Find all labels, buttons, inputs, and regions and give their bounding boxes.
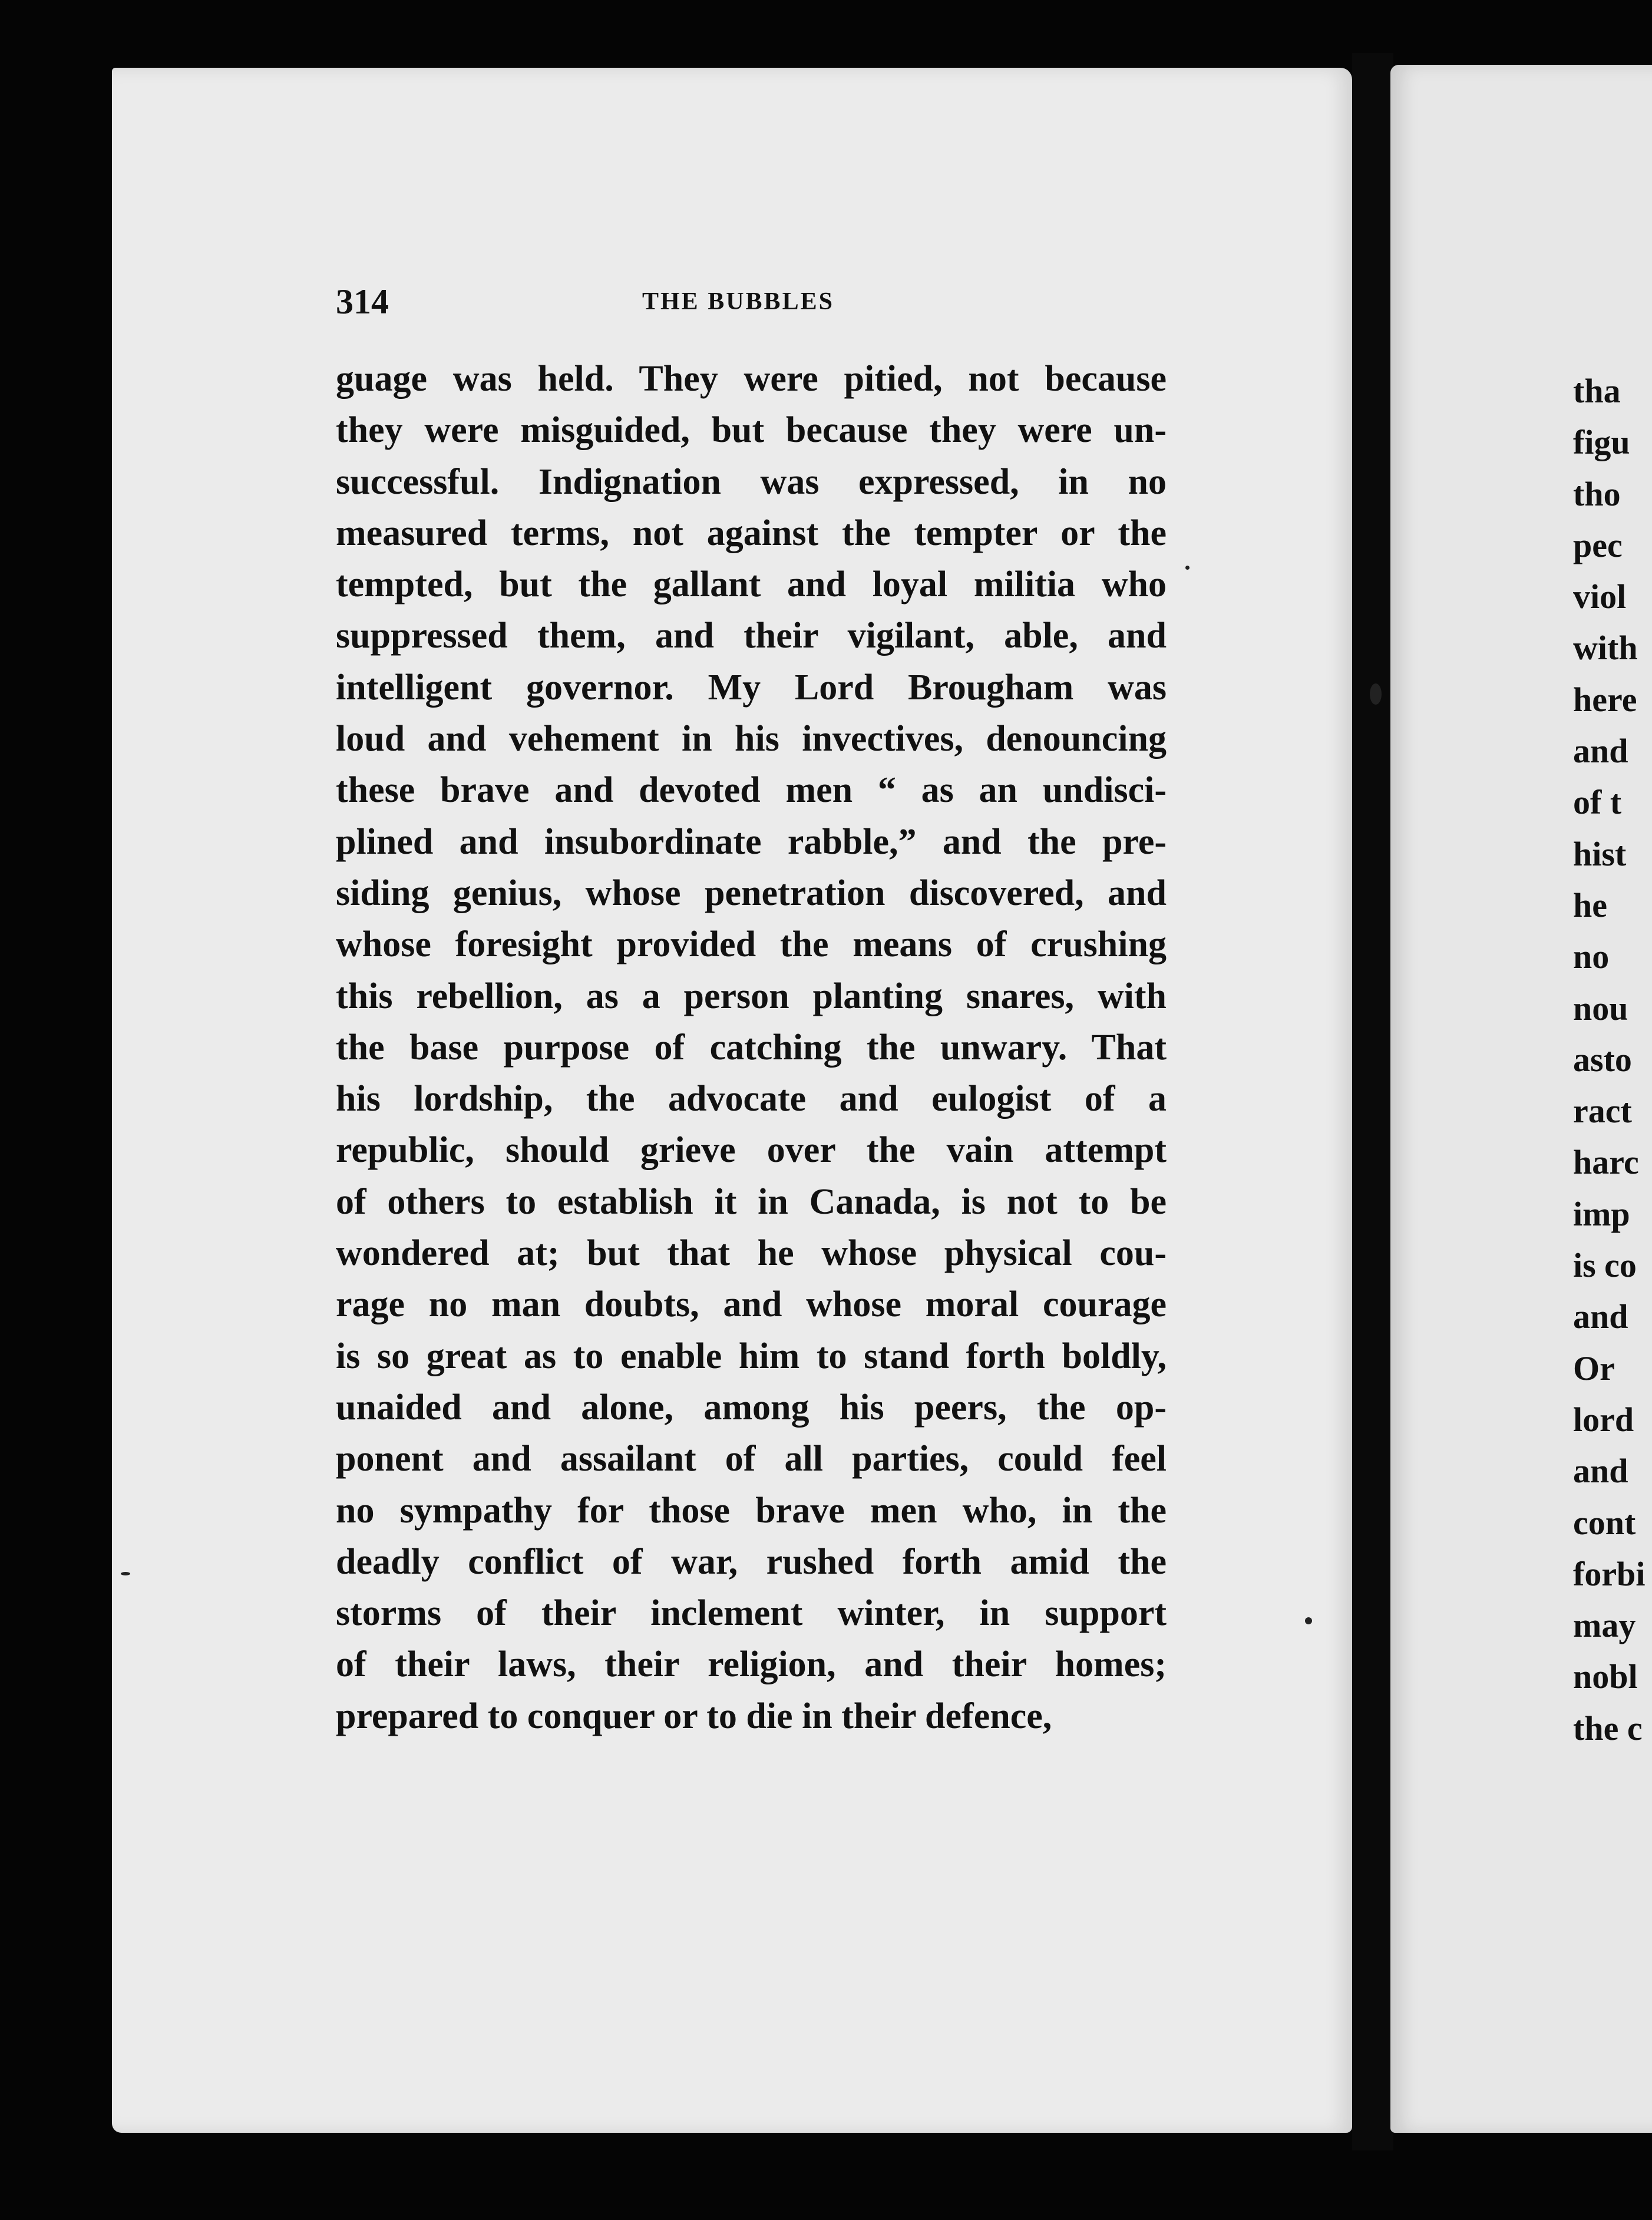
text-line: unaided and alone, among his peers, the op- — [336, 1387, 1167, 1428]
text-line: deadly conflict of war, rushed forth amid the — [336, 1541, 1167, 1582]
text-line: this rebellion, as a person planting snares, with — [336, 976, 1167, 1016]
facing-line: pec — [1573, 526, 1623, 564]
text-line: his lordship, the advocate and eulogist of a — [336, 1079, 1167, 1119]
facing-line: figu — [1573, 423, 1630, 462]
text-line: no sympathy for those brave men who, in the — [336, 1490, 1167, 1531]
text-line: prepared to conquer or to die in their defence, — [336, 1696, 1052, 1736]
ink-speck — [1370, 683, 1382, 705]
text-line: tempted, but the gallant and loyal militia who — [336, 564, 1167, 605]
text-line: they were misguided, but because they were un- — [336, 410, 1167, 451]
facing-line: Or — [1573, 1349, 1615, 1388]
text-line: rage no man doubts, and whose moral courage — [336, 1284, 1167, 1325]
facing-line: tho — [1573, 474, 1621, 513]
facing-line: lord — [1573, 1400, 1634, 1439]
facing-line: forbi — [1573, 1554, 1646, 1593]
facing-line: cont — [1573, 1503, 1636, 1542]
facing-line: the c — [1573, 1709, 1643, 1747]
page-body-text — [336, 354, 1167, 1742]
facing-line: he — [1573, 886, 1607, 924]
text-line: ponent and assailant of all parties, could feel — [336, 1439, 1167, 1479]
facing-line: viol — [1573, 577, 1627, 616]
text-line: of their laws, their religion, and their homes; — [336, 1644, 1167, 1685]
facing-line: and — [1573, 1452, 1628, 1491]
text-line: the base purpose of catching the unwary. That — [336, 1027, 1167, 1068]
text-line: whose foresight provided the means of crushing — [336, 924, 1167, 965]
facing-line: tha — [1573, 372, 1621, 410]
facing-line: with — [1573, 629, 1638, 668]
text-line: siding genius, whose penetration discovered, and — [336, 873, 1167, 913]
text-line: plined and insubordinate rabble,” and the pre- — [336, 821, 1167, 862]
facing-line: harc — [1573, 1143, 1639, 1182]
facing-line: asto — [1573, 1040, 1632, 1079]
running-title: THE BUBBLES — [642, 288, 834, 315]
text-line: loud and vehement in his invectives, denouncing — [336, 719, 1167, 759]
facing-line: hist — [1573, 834, 1627, 873]
text-line: wondered at; but that he whose physical cou- — [336, 1233, 1167, 1274]
facing-page-text — [1573, 365, 1652, 1754]
ink-speck — [121, 1572, 130, 1575]
facing-line: and — [1573, 732, 1628, 771]
facing-line: ract — [1573, 1092, 1632, 1131]
facing-line: no — [1573, 937, 1610, 976]
facing-line: of t — [1573, 783, 1622, 822]
text-line: suppressed them, and their vigilant, able, and — [336, 616, 1167, 656]
text-line: storms of their inclement winter, in support — [336, 1593, 1167, 1634]
text-line: of others to establish it in Canada, is not to be — [336, 1181, 1167, 1222]
text-line: measured terms, not against the tempter or the — [336, 513, 1167, 553]
text-line: is so great as to enable him to stand forth boldly, — [336, 1336, 1167, 1376]
facing-line: nou — [1573, 989, 1628, 1028]
text-line: guage was held. They were pitied, not because — [336, 359, 1167, 399]
facing-line: may — [1573, 1606, 1636, 1645]
text-line: these brave and devoted men “ as an undisci- — [336, 770, 1167, 811]
facing-line: imp — [1573, 1194, 1630, 1233]
text-line: intelligent governor. My Lord Brougham was — [336, 667, 1167, 708]
facing-line: is co — [1573, 1246, 1637, 1285]
text-line: republic, should grieve over the vain attempt — [336, 1130, 1167, 1171]
facing-line: here — [1573, 680, 1637, 719]
facing-line: and — [1573, 1297, 1628, 1336]
running-head — [336, 282, 1167, 323]
text-line: successful. Indignation was expressed, in no — [336, 461, 1167, 502]
ink-speck — [1185, 566, 1190, 570]
ink-speck — [1305, 1617, 1312, 1624]
facing-line: nobl — [1573, 1657, 1638, 1696]
book-gutter — [1352, 53, 1393, 2150]
page-number: 314 — [336, 282, 389, 321]
